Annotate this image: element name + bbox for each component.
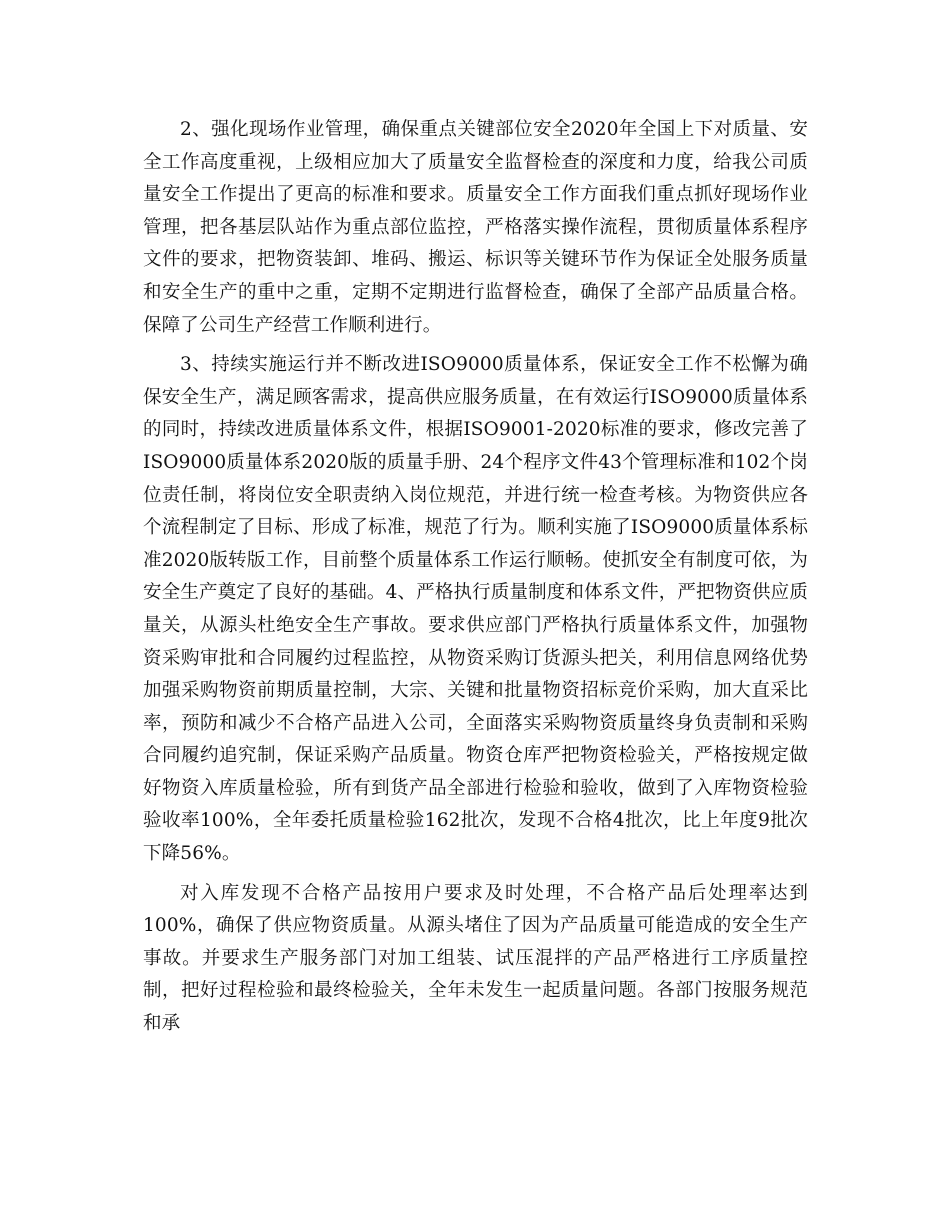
paragraph-site-operation-management: 2、强化现场作业管理，确保重点关键部位安全2020年全国上下对质量、安全工作高度重视，上级相应加大了质量安全监督检查的深度和力度，给我公司质量安全工作提出了更高的标准和要求。质量安全工作方面我们重点抓好现场作业管理，把各基层队站作为重点部位监控，严格落实操作流程，贯彻质量体系程序文件的要求，把物资装卸、堆码、搬运、标识等关键环节作为保证全处服务质量和安全生产的重中之重，定期不定期进行监督检查，确保了全部产品质量合格。保障了公司生产经营工作顺利进行。 [143, 119, 808, 336]
paragraph-spacer [143, 342, 808, 349]
paragraph-nonconforming-products: 对入库发现不合格产品按用户要求及时处理，不合格产品后处理率达到100%，确保了供应物资质量。从源头堵住了因为产品质量可能造成的安全生产事故。并要求生产服务部门对加工组装、试压混拌的产品严格进行工序质量控制，把好过程检验和最终检验关，全年未发生一起质量问题。各部门按服务规范和承 [143, 882, 808, 1035]
paragraph-iso9000-quality-system: 3、持续实施运行并不断改进ISO9000质量体系，保证安全工作不松懈为确保安全生产，满足顾客需求，提高供应服务质量，在有效运行ISO9000质量体系的同时，持续改进质量体系文件，根据ISO9001-2020标准的要求，修改完善了ISO9000质量体系2020版的质量手册、24个程序文件43个管理标准和102个岗位责任制，将岗位安全职责纳入岗位规范，并进行统一检查考核。为物资供应各个流程制定了目标、形成了标准，规范了行为。顺利实施了ISO9000质量体系标准2020版转版工作，目前整个质量体系工作运行顺畅。使抓安全有制度可依，为安全生产奠定了良好的基础。4、严格执行质量制度和体系文件，严把物资供应质量关，从源头杜绝安全生产事故。要求供应部门严格执行质量体系文件，加强物资采购审批和合同履约过程监控，从物资采购订货源头把关，利用信息网络优势加强采购物资前期质量控制，大宗、关键和批量物资招标竞价采购，加大直采比率，预防和减少不合格产品进入公司，全面落实采购物资质量终身负责制和采购合同履约追究制，保证采购产品质量。物资仓库严把物资检验关，严格按规定做好物资入库质量检验，所有到货产品全部进行检验和验收，做到了入库物资检验验收率100%，全年委托质量检验162批次，发现不合格4批次，比上年度9批次下降56%。 [143, 354, 808, 865]
document-body [143, 114, 808, 1041]
paragraph-spacer [143, 871, 808, 878]
